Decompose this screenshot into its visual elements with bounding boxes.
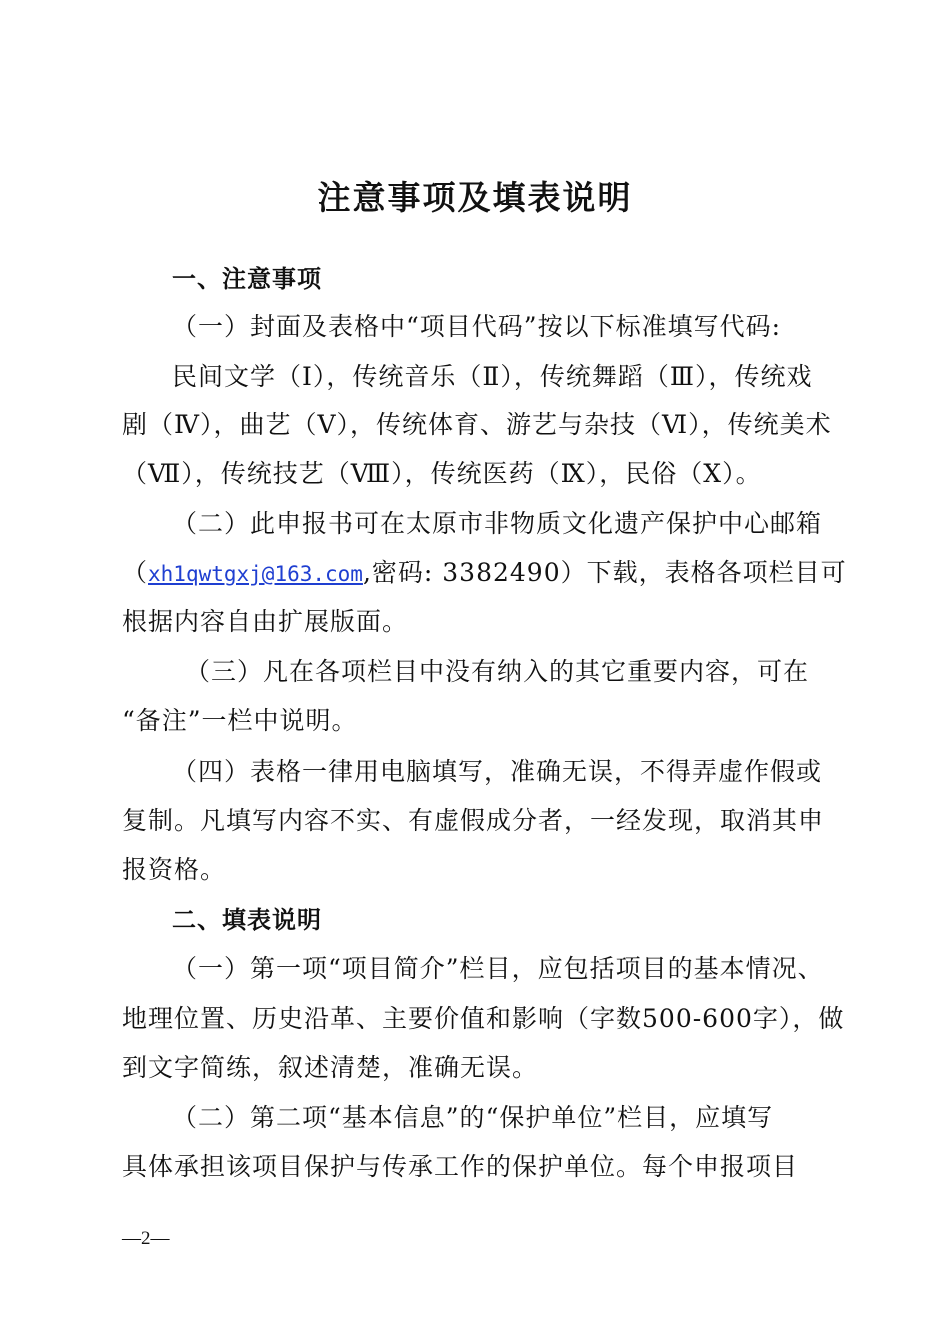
paragraph-line: （一）第一项“项目简介”栏目，应包括项目的基本情况、 [172, 954, 824, 983]
paragraph-line: 报资格。 [122, 855, 227, 884]
page-number: —2— [122, 1228, 170, 1249]
paragraph-line: 到文字简练，叙述清楚，准确无误。 [122, 1053, 539, 1082]
email-link[interactable]: xh1qwtgxj@163.com [148, 562, 363, 586]
paragraph-line-email [122, 556, 847, 591]
paragraph-line: 地理位置、历史沿革、主要价值和影响（字数500-600字），做 [122, 1004, 845, 1033]
paragraph-line: （四）表格一律用电脑填写，准确无误，不得弄虚作假或 [172, 757, 823, 786]
email-suffix: ,密码: 3382490）下载，表格各项栏目可 [362, 558, 847, 587]
section-heading-notes: 一、注意事项 [172, 265, 322, 293]
paragraph-line: 民间文学（Ⅰ），传统音乐（Ⅱ），传统舞蹈（Ⅲ），传统戏 [172, 362, 813, 391]
paragraph-line: 复制。凡填写内容不实、有虚假成分者，一经发现，取消其申 [122, 806, 825, 835]
section-heading-instructions: 二、填表说明 [172, 906, 322, 934]
paragraph-line: （Ⅶ），传统技艺（Ⅷ），传统医药（Ⅸ），民俗（Ⅹ）。 [122, 459, 762, 488]
paragraph-line: 剧（Ⅳ），曲艺（Ⅴ），传统体育、游艺与杂技（Ⅵ），传统美术 [122, 410, 832, 439]
paragraph-line: “备注”一栏中说明。 [122, 706, 358, 735]
email-prefix: （ [122, 558, 149, 587]
paragraph-line: （三）凡在各项栏目中没有纳入的其它重要内容，可在 [185, 657, 810, 686]
paragraph-line: （二）此申报书可在太原市非物质文化遗产保护中心邮箱 [172, 509, 823, 538]
paragraph-line: （一）封面及表格中“项目代码”按以下标准填写代码: [172, 312, 781, 341]
paragraph-line: （二）第二项“基本信息”的“保护单位”栏目，应填写 [172, 1103, 774, 1132]
paragraph-line: 根据内容自由扩展版面。 [122, 607, 409, 636]
page-title: 注意事项及填表说明 [317, 178, 633, 217]
paragraph-line: 具体承担该项目保护与传承工作的保护单位。每个申报项目 [122, 1152, 799, 1181]
